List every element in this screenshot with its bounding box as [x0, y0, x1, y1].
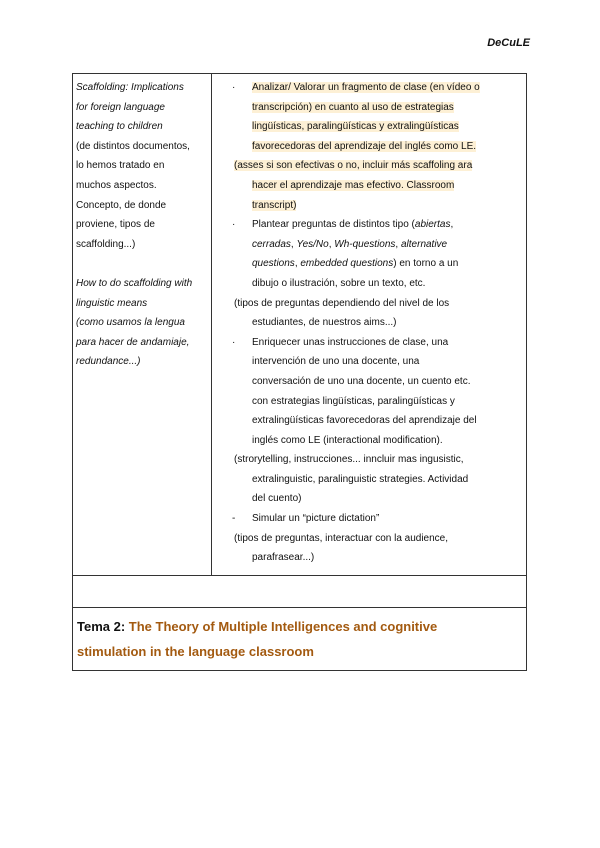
- item-line: favorecedoras del aprendizaje del inglés como LE.: [252, 140, 477, 152]
- tema-label: Tema 2:: [77, 619, 129, 634]
- note-line: hacer el aprendizaje mas efectivo. Classroom: [252, 179, 455, 191]
- bullet-icon: ·: [232, 82, 236, 93]
- note-line: (asses si son efectivas o no, incluir más scaffoling ara: [234, 160, 473, 172]
- header-brand: DeCuLE: [487, 37, 530, 49]
- tema-title: The Theory of Multiple Intelligences and cognitive: [128, 619, 438, 634]
- scaffolding-desc-line: lo hemos tratado en: [76, 160, 165, 172]
- note: [234, 450, 520, 509]
- item-line: Enriquecer unas instrucciones de clase, una: [252, 336, 449, 348]
- table-row: [73, 74, 526, 576]
- dash-icon: -: [232, 513, 236, 525]
- item-line: extralingüísticas favorecedoras del aprendizaje del: [252, 415, 477, 427]
- text-run: Yes/No: [296, 238, 329, 250]
- left-column: [73, 74, 212, 575]
- how-to-line: para hacer de andamiaje,: [76, 336, 190, 348]
- text-run: ,: [290, 238, 297, 250]
- scaffolding-desc-line: (de distintos documentos,: [76, 140, 190, 152]
- text-run: ,: [450, 219, 454, 231]
- text-run: alternative: [400, 238, 448, 250]
- text-run: Plantear preguntas de distintos tipo (: [252, 219, 415, 231]
- list-item: [232, 215, 520, 293]
- text-run: embedded questions: [300, 258, 394, 270]
- note-line: extralinguistic, paralinguistic strategies. Actividad: [252, 473, 469, 485]
- note-line: parafrasear...): [252, 552, 315, 564]
- item-line: [252, 254, 520, 274]
- scaffolding-desc-line: muchos aspectos.: [76, 179, 157, 191]
- note-line: (tipos de preguntas dependiendo del nivel de los: [234, 297, 450, 309]
- bullet-icon: ·: [232, 219, 236, 231]
- item-line: Simular un “picture dictation”: [252, 513, 380, 525]
- note: [234, 294, 520, 333]
- item-line: lingüísticas, paralingüísticas y extralingüísticas: [252, 121, 459, 133]
- text-run: cerradas: [252, 238, 291, 250]
- tema-heading: [77, 614, 522, 639]
- list-item: [232, 78, 520, 156]
- how-to-line: How to do scaffolding with: [76, 277, 193, 289]
- note: [234, 156, 520, 215]
- scaffolding-title-line: teaching to children: [76, 121, 163, 133]
- how-to-line: linguistic means: [76, 297, 148, 309]
- note-line: estudiantes, de nuestros aims...): [252, 317, 397, 329]
- item-line: Analizar/ Valorar un fragmento de clase (en vídeo o: [252, 82, 480, 93]
- item-line: conversación de uno una docente, un cuento etc.: [252, 375, 471, 387]
- scaffolding-desc-line: scaffolding...): [76, 238, 136, 250]
- text-run: ,: [328, 238, 335, 250]
- scaffolding-title-line: for foreign language: [76, 101, 165, 113]
- right-column: [212, 74, 526, 575]
- item-line: transcripción) en cuanto al uso de estrategias: [252, 101, 454, 113]
- text-run: abiertas: [414, 219, 451, 231]
- text-run: ,: [395, 238, 401, 250]
- item-line: dibujo o ilustración, sobre un texto, etc.: [252, 277, 426, 289]
- list-item: [232, 509, 520, 529]
- list-item: [232, 333, 520, 451]
- item-line: con estrategias lingüísticas, paralingüísticas y: [252, 395, 455, 407]
- scaffolding-title-line: Scaffolding: Implications: [76, 82, 184, 93]
- text-run: Wh-questions: [334, 238, 396, 250]
- text-run: ) en torno a un: [393, 258, 459, 270]
- scaffolding-desc-line: Concepto, de donde: [76, 199, 167, 211]
- tema-title-cont: stimulation in the language classroom: [77, 644, 314, 659]
- note-line: (strorytelling, instrucciones... inncluir mas ingusistic,: [234, 454, 464, 466]
- item-line: [252, 235, 520, 255]
- spacer: [76, 254, 208, 274]
- bullet-icon: ·: [232, 336, 236, 348]
- empty-row: [73, 576, 526, 608]
- scaffolding-desc-line: proviene, tipos de: [76, 219, 155, 231]
- note: [234, 529, 520, 568]
- item-line: inglés como LE (interactional modification).: [252, 434, 443, 446]
- how-to-line: redundance...): [76, 356, 141, 368]
- note-line: transcript): [252, 199, 297, 211]
- content-table: [72, 73, 527, 671]
- item-line: intervención de uno una docente, una: [252, 356, 420, 368]
- text-run: ,: [294, 258, 301, 270]
- item-line: [252, 215, 520, 235]
- how-to-line: (como usamos la lengua: [76, 317, 185, 329]
- note-line: del cuento): [252, 493, 302, 505]
- note-line: (tipos de preguntas, interactuar con la audience,: [234, 532, 449, 544]
- tema-row: [73, 608, 526, 670]
- text-run: questions: [252, 258, 295, 270]
